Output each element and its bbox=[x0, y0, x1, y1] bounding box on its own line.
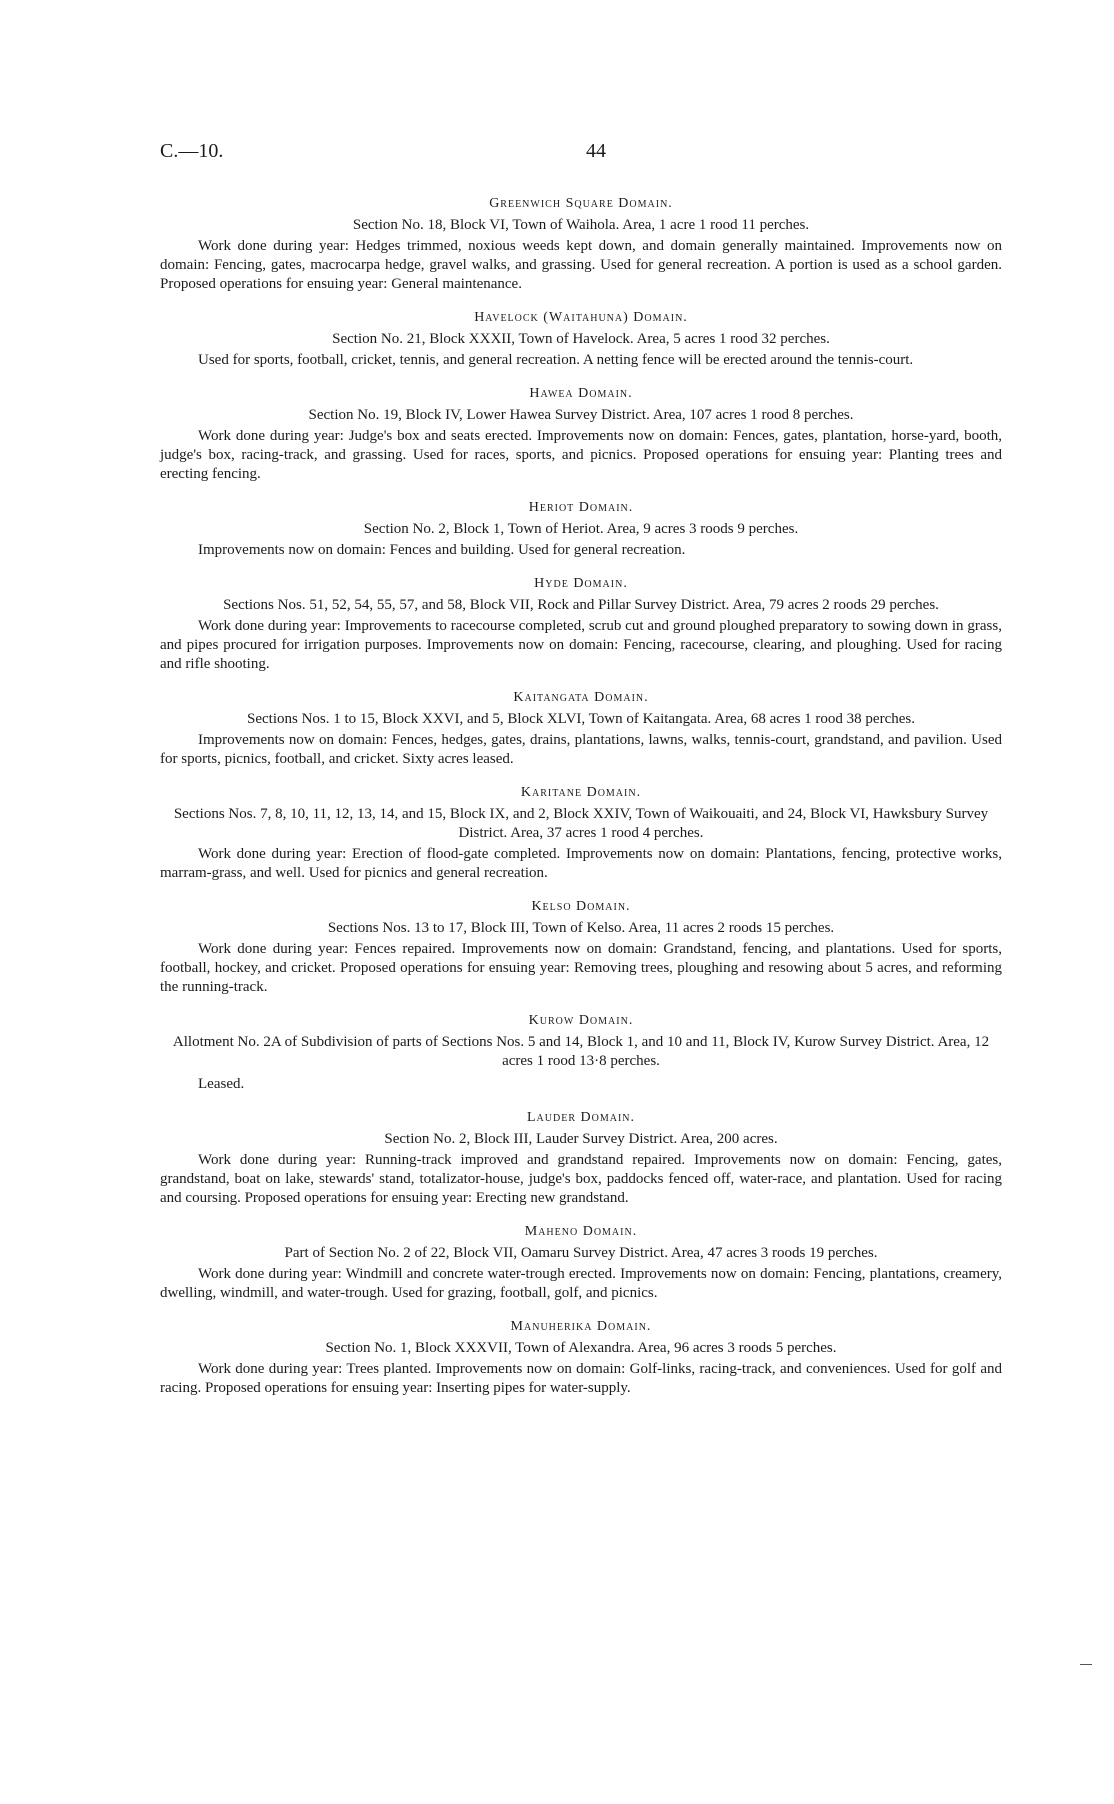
domain-entry-greenwich-square bbox=[160, 194, 1002, 294]
domain-description: Improvements now on domain: Fences and building. Used for general recreation. bbox=[198, 542, 686, 558]
domain-section-line: Part of Section No. 2 of 22, Block VII, Oamaru Survey District. Area, 47 acres 3 roods 19 perches. bbox=[284, 1245, 878, 1261]
domain-entry-kelso bbox=[160, 897, 1002, 997]
domain-entry-heriot bbox=[160, 498, 1002, 560]
domain-heading: Karitane Domain. bbox=[520, 785, 642, 800]
running-header bbox=[160, 140, 1002, 170]
domain-section-line: Section No. 18, Block VI, Town of Waihola. Area, 1 acre 1 rood 11 perches. bbox=[352, 217, 810, 233]
domain-description: Work done during year: Fences repaired. Improvements now on domain: Grandstand, fencing, and plantations. Used for sports, football, hockey, and cricket. Proposed operations for ensuing year: Removing trees, ploughing and resowing about 5 acres, and reforming the running-track. bbox=[160, 941, 1002, 995]
page-number: 44 bbox=[586, 140, 606, 162]
domain-description: Improvements now on domain: Fences, hedges, gates, drains, plantations, lawns, walks, tennis-court, grandstand, and pavilion. Used for sports, picnics, football, and cricket. Sixty acres leased. bbox=[160, 732, 1002, 767]
domain-section-line: Section No. 2, Block III, Lauder Survey District. Area, 200 acres. bbox=[384, 1131, 778, 1147]
domain-note: Leased. bbox=[198, 1076, 245, 1092]
domain-entry-maheno bbox=[160, 1222, 1002, 1303]
domain-description: Work done during year: Hedges trimmed, noxious weeds kept down, and domain generally maintained. Improvements now on domain: Fencing, gates, macrocarpa hedge, gravel walks, and grassing. Used for general recreation. A portion is used as a school garden. Proposed operations for ensuing year: General maintenance. bbox=[160, 238, 1002, 292]
domain-section-line: Sections Nos. 7, 8, 10, 11, 12, 13, 14, and 15, Block IX, and 2, Block XXIV, Town of Waikouaiti, and 24, Block VI, Hawksbury Survey District. Area, 37 acres 1 rood 4 perches. bbox=[173, 806, 989, 841]
domain-section-line: Allotment No. 2A of Subdivision of parts of Sections Nos. 5 and 14, Block 1, and 10 and 11, Block IV, Kurow Survey District. Area, 12 acres 1 rood 13·8 perches. bbox=[172, 1034, 990, 1069]
domain-section-line: Section No. 19, Block IV, Lower Hawea Survey District. Area, 107 acres 1 rood 8 perches. bbox=[308, 407, 854, 423]
domain-heading: Lauder Domain. bbox=[527, 1110, 635, 1125]
domain-entry-kurow bbox=[160, 1011, 1002, 1094]
domain-description: Work done during year: Trees planted. Improvements now on domain: Golf-links, racing-track, and conveniences. Used for golf and racing. Proposed operations for ensuing year: Inserting pipes for water-supply. bbox=[160, 1361, 1002, 1396]
domain-entry-manuherika bbox=[160, 1317, 1002, 1398]
domain-description: Work done during year: Windmill and concrete water-trough erected. Improvements now on domain: Fencing, plantations, creamery, dwelling, windmill, and water-trough. Used for grazing, football, golf, and picnics. bbox=[160, 1266, 1002, 1301]
domain-description: Work done during year: Judge's box and seats erected. Improvements now on domain: Fences, gates, plantation, horse-yard, booth, judge's box, racing-track, and grassing. Used for races, sports, and picnics. Proposed operations for ensuing year: Planting trees and erecting fencing. bbox=[160, 428, 1002, 482]
domain-heading: Kelso Domain. bbox=[531, 899, 631, 914]
domain-section-line: Section No. 21, Block XXXII, Town of Havelock. Area, 5 acres 1 rood 32 perches. bbox=[332, 331, 830, 347]
domain-entry-havelock bbox=[160, 308, 1002, 370]
domain-section-line: Sections Nos. 13 to 17, Block III, Town of Kelso. Area, 11 acres 2 roods 15 perches. bbox=[327, 920, 835, 936]
domain-heading: Kaitangata Domain. bbox=[513, 690, 649, 705]
document-id: C.—10. bbox=[160, 140, 224, 162]
domain-description: Work done during year: Improvements to racecourse completed, scrub cut and ground ploughed preparatory to sowing down in grass, and pipes procured for irrigation purposes. Improvements now on domain: Fencing, racecourse, clearing, and ploughing. Used for racing and rifle shooting. bbox=[160, 618, 1002, 672]
domain-heading: Manuherika Domain. bbox=[510, 1319, 652, 1334]
domain-description: Work done during year: Erection of flood-gate completed. Improvements now on domain: Plantations, fencing, protective works, marram-grass, and well. Used for picnics and general recreation. bbox=[160, 846, 1002, 881]
domain-heading: Havelock (Waitahuna) Domain. bbox=[474, 310, 688, 325]
domain-description: Work done during year: Running-track improved and grandstand repaired. Improvements now on domain: Fencing, gates, grandstand, boat on lake, stewards' stand, totalizator-house, judge's box, paddocks fenced off, water-race, and plantation. Used for racing and coursing. Proposed operations for ensuing year: Erecting new grandstand. bbox=[160, 1152, 1002, 1206]
domain-heading: Greenwich Square Domain. bbox=[489, 196, 673, 211]
domain-entry-hawea bbox=[160, 384, 1002, 484]
domain-entry-hyde bbox=[160, 574, 1002, 674]
domain-heading: Kurow Domain. bbox=[528, 1013, 634, 1028]
domain-heading: Hawea Domain. bbox=[529, 386, 633, 401]
domain-heading: Heriot Domain. bbox=[528, 500, 634, 515]
domain-heading: Maheno Domain. bbox=[524, 1224, 638, 1239]
domain-entry-kaitangata bbox=[160, 688, 1002, 769]
domain-section-line: Sections Nos. 51, 52, 54, 55, 57, and 58, Block VII, Rock and Pillar Survey District. Area, 79 acres 2 roods 29 perches. bbox=[223, 597, 939, 613]
domain-section-line: Section No. 1, Block XXXVII, Town of Alexandra. Area, 96 acres 3 roods 5 perches. bbox=[325, 1340, 837, 1356]
domain-entry-lauder bbox=[160, 1108, 1002, 1208]
domain-entry-karitane bbox=[160, 783, 1002, 883]
domain-description: Used for sports, football, cricket, tennis, and general recreation. A netting fence will be erected around the tennis-court. bbox=[198, 352, 914, 368]
domain-section-line: Sections Nos. 1 to 15, Block XXVI, and 5, Block XLVI, Town of Kaitangata. Area, 68 acres 1 rood 38 perches. bbox=[247, 711, 915, 727]
domain-section-line: Section No. 2, Block 1, Town of Heriot. Area, 9 acres 3 roods 9 perches. bbox=[363, 521, 799, 537]
margin-dash-mark bbox=[1080, 1664, 1092, 1665]
domain-heading: Hyde Domain. bbox=[534, 576, 628, 591]
